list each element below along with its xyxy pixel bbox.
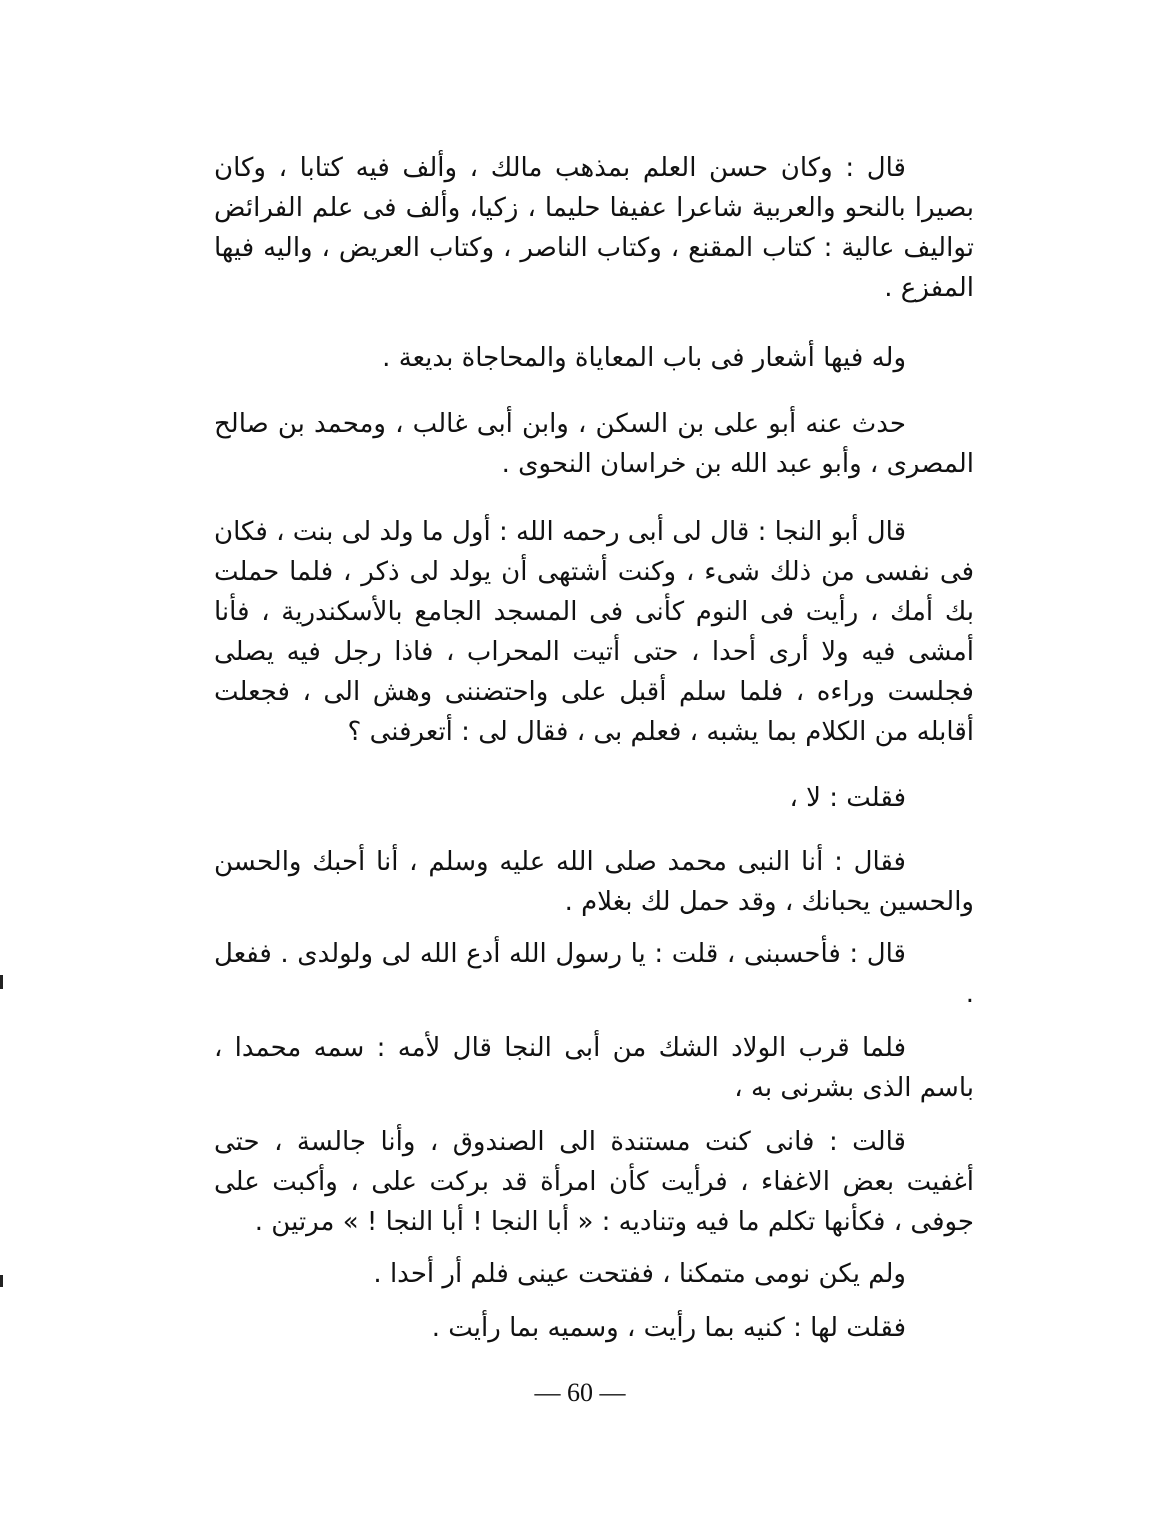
scan-edge-mark-bottom	[0, 1275, 3, 1287]
page-body	[214, 148, 974, 1428]
paragraph-9: قالت : فانى كنت مستندة الى الصندوق ، وأنا جالسة ، حتى أغفيت بعض الاغفاء ، فرأيت كأن امرأة قد بركت على ، وأكبت على جوفى ، فكأنها تكلم ما فيه وتناديه : « أبا النجا ! أبا النجا ! » مرتين .	[214, 1127, 974, 1237]
paragraph-7: قال : فأحسبنى ، قلت : يا رسول الله أدع الله لى ولولدى . ففعل .	[214, 939, 974, 1009]
paragraph-10: ولم يكن نومى متمكنا ، ففتحت عينى فلم أر أحدا .	[373, 1259, 906, 1289]
scan-edge-mark-top	[0, 975, 3, 989]
paragraph-2: وله فيها أشعار فى باب المعاياة والمحاجاة بديعة .	[382, 343, 906, 373]
paragraph-11: فقلت لها : كنيه بما رأيت ، وسميه بما رأيت .	[431, 1313, 906, 1343]
paragraph-6: فقال : أنا النبى محمد صلى الله عليه وسلم ، أنا أحبك والحسن والحسين يحبانك ، وقد حمل لك بغلام .	[214, 847, 974, 917]
paragraph-1: قال : وكان حسن العلم بمذهب مالك ، وألف فيه كتابا ، وكان بصيرا بالنحو والعربية شاعرا عفيفا حليما ، زكيا، وألف فى علم الفرائض تواليف عالية : كتاب المقنع ، وكتاب الناصر ، وكتاب العريض ، واليه فيها المفزع .	[214, 153, 974, 303]
paragraph-8: فلما قرب الولاد الشك من أبى النجا قال لأمه : سمه محمدا ، باسم الذى بشرنى به ،	[214, 1033, 974, 1103]
page-number: — 60 —	[534, 1378, 626, 1407]
paragraph-3: حدث عنه أبو على بن السكن ، وابن أبى غالب ، ومحمد بن صالح المصرى ، وأبو عبد الله بن خراسان النحوى .	[214, 409, 974, 479]
paragraph-4: قال أبو النجا : قال لى أبى رحمه الله : أول ما ولد لى بنت ، فكان فى نفسى من ذلك شىء ، وكنت أشتهى أن يولد لى ذكر ، فلما حملت بك أمك ، رأيت فى النوم كأنى فى المسجد الجامع بالأسكندرية ، فأنا أمشى فيه ولا أرى أحدا ، حتى أتيت المحراب ، فاذا رجل فيه يصلى فجلست وراءه ، فلما سلم أقبل على واحتضننى وهش الى ، فجعلت أقابله من الكلام بما يشبه ، فعلم بى ، فقال لى : أتعرفنى ؟	[214, 517, 974, 747]
paragraph-5: فقلت : لا ،	[789, 783, 906, 813]
